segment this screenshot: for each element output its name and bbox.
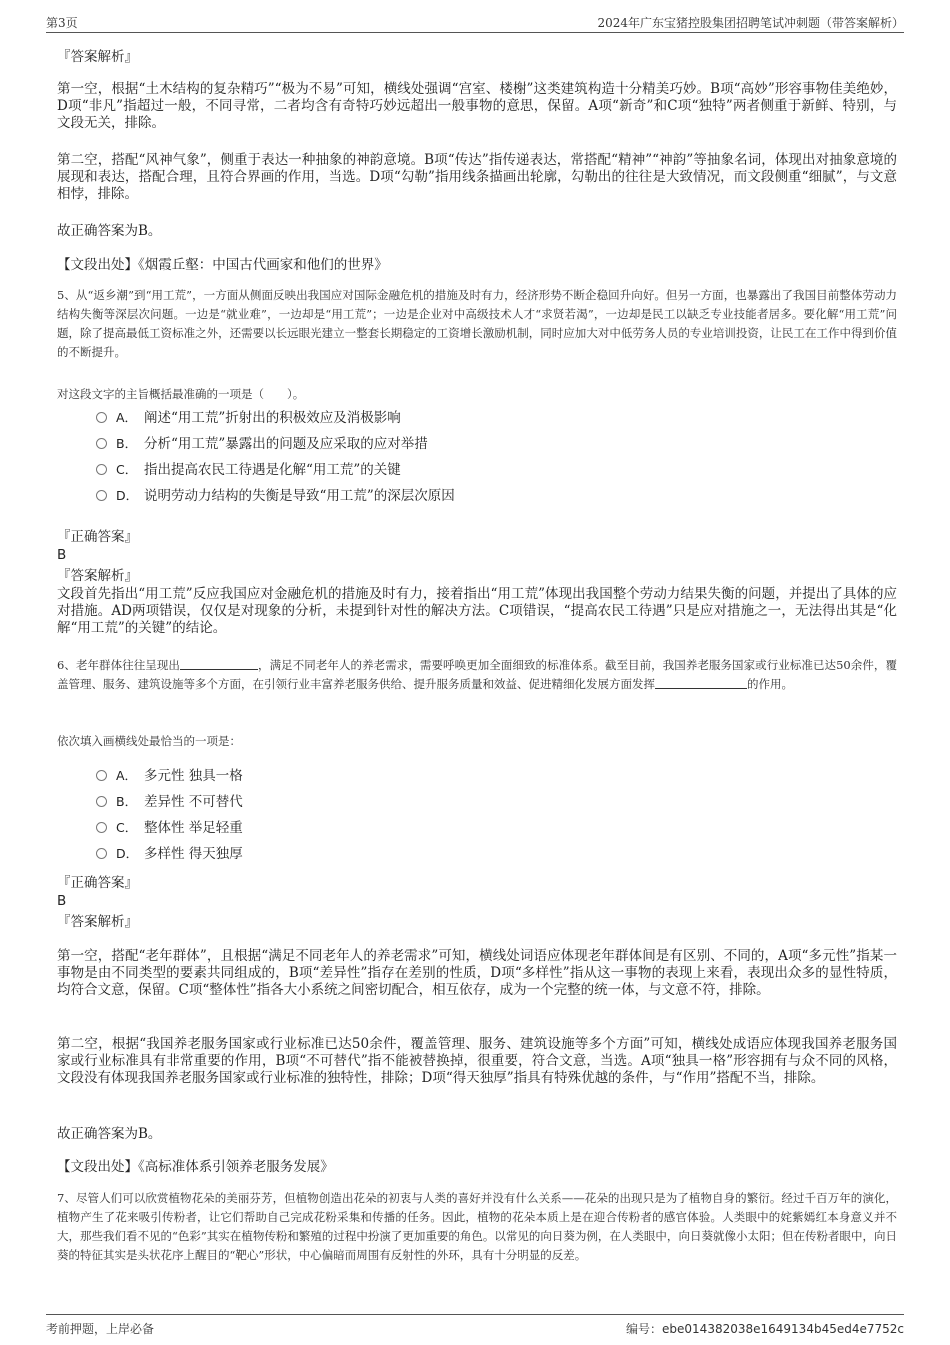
q5-answer: B <box>57 547 67 563</box>
fill-blank-1 <box>180 658 258 670</box>
document-id: 编号：ebe014382038e1649134b45ed4e7752c <box>626 1322 904 1336</box>
radio-icon[interactable] <box>96 796 107 807</box>
q4-analysis-heading: 『答案解析』 <box>57 49 138 65</box>
q6-stem: 6、老年群体往往呈现出 ，满足不同老年人的养老需求，需要呼唤更加全面细致的标准体系。截至目前，我国养老服务国家或行业标准已达50余件，覆盖管理、服务、建筑设施等多个方面，在引领行业丰富养老服务供给、提升服务质量和效益、促进精细化发展方面发挥 的作用。 <box>57 658 897 691</box>
radio-icon[interactable] <box>96 490 107 501</box>
q5-stem: 5、从“返乡潮”到“用工荒”，一方面从侧面反映出我国应对国际金融危机的措施及时有力，经济形势不断企稳回升向好。但另一方面，也暴露出了我国目前整体劳动力结构失衡等深层次问题。一边是“就业难”，一边却是“用工荒”；一边是企业对中高级技术人才“求贤若渴”，一边却是民工以缺乏专业技能者居多。要化解“用工荒”问题，除了提高最低工资标准之外，还需要以长远眼光建立一整套长期稳定的工资增长激励机制，同时应加大对中低劳务人员的专业培训投资，让民工在工作中得到价值的不断提升。 <box>57 288 897 359</box>
radio-icon[interactable] <box>96 464 107 475</box>
document-title: 2024年广东宝猪控股集团招聘笔试冲刺题（带答案解析） <box>597 16 904 30</box>
q4-source: 【文段出处】《烟霞丘壑：中国古代画家和他们的世界》 <box>57 257 388 273</box>
q4-conclusion: 故正确答案为B。 <box>57 223 162 239</box>
q6-option-c[interactable]: C． 整体性 举足轻重 <box>96 819 243 837</box>
q6-conclusion: 故正确答案为B。 <box>57 1126 162 1142</box>
q5-analysis-heading: 『答案解析』 <box>57 568 138 584</box>
q6-option-a[interactable]: A． 多元性 独具一格 <box>96 767 243 785</box>
page-header <box>46 10 904 33</box>
q6-source: 【文段出处】《高标准体系引领养老服务发展》 <box>57 1159 334 1175</box>
q6-option-b[interactable]: B． 差异性 不可替代 <box>96 793 243 811</box>
q5-option-a[interactable]: A． 阐述“用工荒”折射出的积极效应及消极影响 <box>96 409 401 427</box>
q6-analysis-paragraph-2: 第二空，根据“我国养老服务国家或行业标准已达50余件，覆盖管理、服务、建筑设施等多个方面”可知，横线处成语应体现我国养老服务国家或行业标准具有非常重要的作用，B项“不可替代”指不能被替换掉，很重要，符合文意，当选。A项“独具一格”形容拥有与众不同的风格，文段没有体现我国养老服务国家或行业标准的独特性，排除；D项“得天独厚”指具有特殊优越的条件，与“作用”搭配不当，排除。 <box>57 1036 897 1086</box>
radio-icon[interactable] <box>96 412 107 423</box>
q5-question: 对这段文字的主旨概括最准确的一项是（ ）。 <box>57 387 305 401</box>
q7-stem: 7、尽管人们可以欣赏植物花朵的美丽芬芳，但植物创造出花朵的初衷与人类的喜好并没有什么关系——花朵的出现只是为了植物自身的繁衍。经过千百万年的演化，植物产生了花来吸引传粉者，让它们帮助自己完成花粉采集和传播的任务。因此，植物的花朵本质上是在迎合传粉者的感官体验。人类眼中的姹紫嫣红本身意义并不大，那些我们看不见的“色彩”其实在植物传粉和繁殖的过程中扮演了更加重要的角色。以常见的向日葵为例，在人类眼中，向日葵就像小太阳；但在传粉者眼中，向日葵的特征其实是头状花序上醒目的“靶心”形状，中心偏暗而周围有反射性的外环，具有十分明显的反差。 <box>57 1191 897 1262</box>
q6-option-d[interactable]: D． 多样性 得天独厚 <box>96 845 243 863</box>
q6-answer: B <box>57 893 67 909</box>
q4-analysis-paragraph-1: 第一空，根据“土木结构的复杂精巧”“极为不易”可知，横线处强调“宫室、楼榭”这类建筑构造十分精美巧妙。B项“高妙”形容事物佳美绝妙，D项“非凡”指超过一般，不同寻常，二者均含有奇特巧妙远超出一般事物的意思，保留。A项“新奇”和C项“独特”两者侧重于新鲜、特别，与文段无关，排除。 <box>57 81 897 131</box>
radio-icon[interactable] <box>96 438 107 449</box>
q6-answer-heading: 『正确答案』 <box>57 875 138 891</box>
q6-analysis-heading: 『答案解析』 <box>57 914 138 930</box>
q5-option-b[interactable]: B． 分析“用工荒”暴露出的问题及应采取的应对举措 <box>96 435 428 453</box>
page-number: 第3页 <box>46 16 78 30</box>
q5-option-d[interactable]: D． 说明劳动力结构的失衡是导致“用工荒”的深层次原因 <box>96 487 455 505</box>
q5-option-c[interactable]: C． 指出提高农民工待遇是化解“用工荒”的关键 <box>96 461 401 479</box>
q5-analysis: 文段首先指出“用工荒”反应我国应对金融危机的措施及时有力，接着指出“用工荒”体现出我国整个劳动力结果失衡的问题，并提出了具体的应对措施。AD两项错误，仅仅是对现象的分析，未提到针对性的解决方法。C项错误，“提高农民工待遇”只是应对措施之一，无法得出其是“化解“用工荒”的关键”的结论。 <box>57 586 897 636</box>
q4-analysis-paragraph-2: 第二空，搭配“风神气象”，侧重于表达一种抽象的神韵意境。B项“传达”指传递表达，常搭配“精神”“神韵”等抽象名词，体现出对抽象意境的展现和表达，搭配合理，且符合界画的作用，当选。D项“勾勒”指用线条描画出轮廓，勾勒出的往往是大致情况，而文段侧重“细腻”，与文意相悖，排除。 <box>57 152 897 202</box>
q6-question: 依次填入画横线处最恰当的一项是： <box>57 734 241 748</box>
footer-slogan: 考前押题，上岸必备 <box>46 1322 155 1336</box>
radio-icon[interactable] <box>96 770 107 781</box>
q6-analysis-paragraph-1: 第一空，搭配“老年群体”，且根据“满足不同老年人的养老需求”可知，横线处词语应体现老年群体间是有区别、不同的，A项“多元性”指某一事物是由不同类型的要素共同组成的，B项“差异性”指存在差别的性质，D项“多样性”指从这一事物的表现上来看，表现出众多的显性特质，均符合文意，保留。C项“整体性”指各大小系统之间密切配合，相互依存，成为一个完整的统一体，与文意不符，排除。 <box>57 948 897 998</box>
radio-icon[interactable] <box>96 822 107 833</box>
radio-icon[interactable] <box>96 848 107 859</box>
page-footer <box>46 1314 904 1337</box>
fill-blank-2 <box>655 677 747 689</box>
q5-answer-heading: 『正确答案』 <box>57 529 138 545</box>
